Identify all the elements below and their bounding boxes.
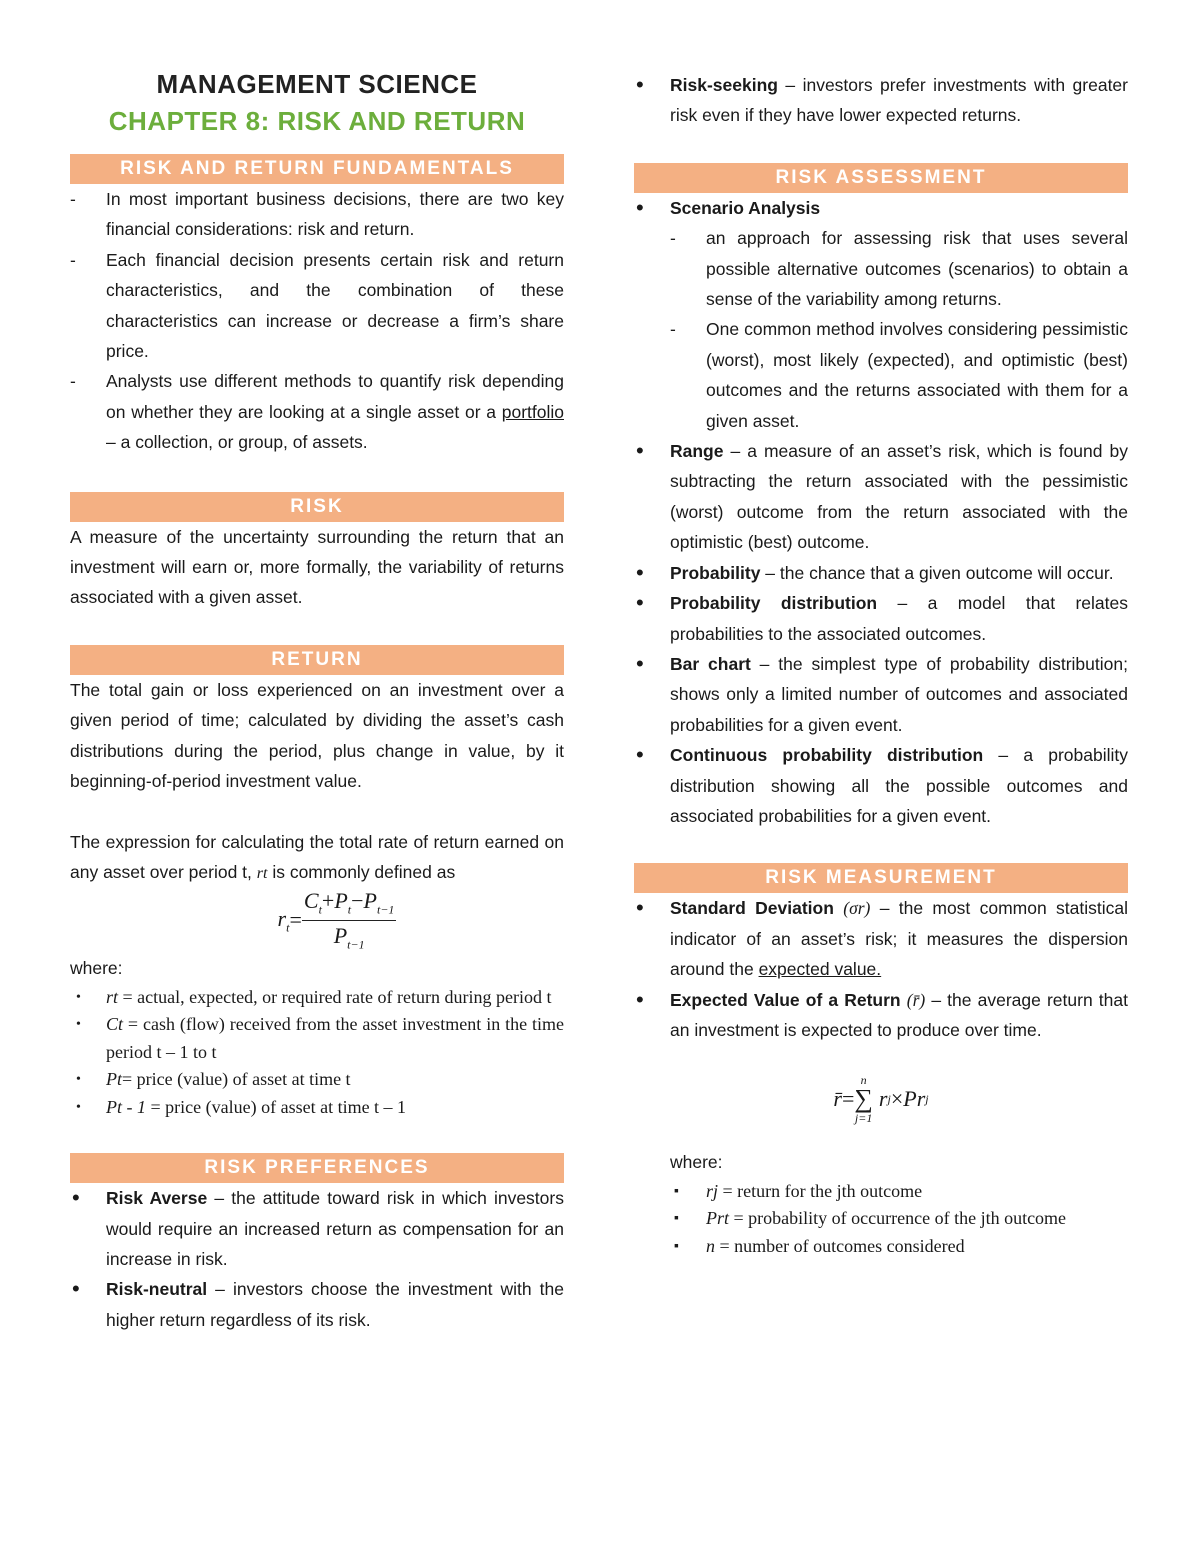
formula-equals: = bbox=[841, 1086, 855, 1112]
section-heading-fundamentals: RISK AND RETURN FUNDAMENTALS bbox=[70, 154, 564, 184]
section-heading-preferences: RISK PREFERENCES bbox=[70, 1153, 564, 1183]
formula-denominator bbox=[334, 921, 365, 952]
where-symbol: rt bbox=[106, 986, 119, 1007]
chapter-title: CHAPTER 8: RISK AND RETURN bbox=[108, 106, 526, 136]
formula-equals: = bbox=[289, 907, 302, 933]
term: Bar chart bbox=[670, 653, 751, 674]
assessment-list bbox=[634, 193, 1128, 832]
return-formula bbox=[70, 889, 564, 951]
term: Risk Averse bbox=[106, 1188, 208, 1209]
definition: – the most common statistical indicator of an asset’s risk; it measures the dispersion around the bbox=[670, 898, 1128, 980]
where-label: where: bbox=[670, 1152, 723, 1173]
where-text: = price (value) of asset at time t – 1 bbox=[150, 1096, 407, 1117]
where-item bbox=[70, 1011, 564, 1066]
definition: – the chance that a given outcome will occur. bbox=[760, 562, 1114, 583]
where-item bbox=[670, 1178, 1128, 1206]
sum-lower: j=1 bbox=[854, 1111, 873, 1126]
portfolio-term: portfolio bbox=[501, 401, 564, 422]
where-label: where: bbox=[70, 958, 123, 979]
formula-lhs bbox=[278, 906, 290, 935]
term: Risk-neutral bbox=[106, 1279, 208, 1300]
list-item bbox=[634, 558, 1128, 588]
term: Range bbox=[670, 441, 724, 462]
left-column bbox=[70, 66, 564, 1335]
list-item bbox=[634, 436, 1128, 558]
where-text: = price (value) of asset at time t bbox=[122, 1069, 351, 1090]
list-item: - In most important business decisions, there are two key financial considerations: risk and return. bbox=[70, 184, 564, 245]
expected-value-term: expected value. bbox=[758, 959, 882, 980]
where-item bbox=[70, 984, 564, 1012]
list-item bbox=[634, 70, 1128, 131]
term: Continuous probability distribution bbox=[670, 745, 984, 766]
definition: – investors prefer investments with greater risk even if they have lower expected returns. bbox=[670, 75, 1128, 126]
item-text: – a collection, or group, of assets. bbox=[106, 432, 368, 453]
term: Expected Value of a Return bbox=[670, 989, 901, 1010]
formula-fraction bbox=[302, 888, 397, 952]
where-symbol: Prt bbox=[706, 1208, 730, 1229]
where-item bbox=[670, 1205, 1128, 1233]
list-item bbox=[70, 1274, 564, 1335]
list-item bbox=[634, 193, 1128, 436]
where-symbol: Ct bbox=[106, 1014, 124, 1035]
formula-sub: t bbox=[347, 902, 352, 917]
where-item bbox=[70, 1094, 564, 1122]
rt-symbol: rt bbox=[256, 864, 268, 882]
definition: – a model that relates probabilities to the associated outcomes. bbox=[670, 593, 1128, 644]
formula-op: − bbox=[351, 888, 364, 914]
term: Probability distribution bbox=[670, 593, 878, 614]
formula-symbol: P bbox=[334, 888, 348, 914]
summation bbox=[854, 1074, 873, 1124]
where-text: = cash (flow) received from the asset investment in the time period t – 1 to t bbox=[106, 1014, 564, 1062]
definition: – a probability distribution showing all the possible outcomes and associated probabilities for a given event. bbox=[670, 745, 1128, 826]
formula-symbol: C bbox=[303, 888, 319, 914]
list-item bbox=[70, 366, 564, 457]
return-where-list bbox=[70, 984, 564, 1122]
where-text: = return for the jth outcome bbox=[722, 1180, 923, 1201]
list-item bbox=[70, 1183, 564, 1274]
list-item bbox=[634, 588, 1128, 649]
term: Probability bbox=[670, 562, 761, 583]
term: Risk-seeking bbox=[670, 75, 778, 95]
page-title: MANAGEMENT SCIENCE bbox=[156, 69, 478, 99]
section-heading-measurement: RISK MEASUREMENT bbox=[634, 863, 1128, 893]
list-item bbox=[634, 985, 1128, 1046]
where-text: = number of outcomes considered bbox=[719, 1235, 965, 1256]
list-item bbox=[634, 893, 1128, 984]
formula-sub: j bbox=[925, 1091, 929, 1106]
formula-symbol: r bbox=[878, 1086, 888, 1112]
formula-symbol: P bbox=[363, 888, 377, 914]
scenario-sub-list bbox=[670, 223, 1128, 436]
where-symbol: n bbox=[706, 1235, 715, 1256]
where-text: = actual, expected, or required rate of return during period t bbox=[122, 986, 552, 1007]
where-symbol: Pt - 1 bbox=[106, 1096, 146, 1117]
return-definition: The total gain or loss experienced on an investment over a given period of time; calculated by dividing the asset’s cash distributions during the period, plus change in value, by it beginning-of-period investment value. bbox=[70, 679, 564, 792]
formula-op: + bbox=[321, 888, 335, 914]
where-symbol: Pt bbox=[106, 1069, 122, 1090]
preferences-list-continued bbox=[634, 70, 1128, 131]
where-symbol: rj bbox=[706, 1180, 719, 1201]
formula-sub: t−1 bbox=[377, 902, 395, 917]
formula-symbol: r bbox=[277, 905, 287, 931]
definition: – the attitude toward risk in which investors would require an increased return as compensation for an increase in risk. bbox=[106, 1188, 564, 1270]
sum-sign: ∑ bbox=[854, 1084, 873, 1114]
sub-item: - One common method involves considering pessimistic (worst), most likely (expected), and optimistic (best) outcomes and the returns associated with them for a given asset. bbox=[670, 314, 1128, 436]
term: Scenario Analysis bbox=[670, 197, 821, 218]
formula-symbol: P bbox=[333, 922, 348, 948]
definition: – the simplest type of probability distribution; shows only a limited number of outcomes and associated probabilities for a given event. bbox=[670, 653, 1128, 735]
right-column bbox=[634, 70, 1128, 1260]
measurement-list bbox=[634, 893, 1128, 1045]
risk-definition: A measure of the uncertainty surrounding the return that an investment will earn or, more formally, the variability of returns associated with a given asset. bbox=[70, 526, 564, 608]
where-item bbox=[70, 1066, 564, 1094]
section-heading-return: RETURN bbox=[70, 645, 564, 675]
where-item bbox=[670, 1233, 1128, 1261]
list-item: - Each financial decision presents certain risk and return characteristics, and the combination of these characteristics can increase or decrease a firm’s share price. bbox=[70, 245, 564, 367]
definition: – the average return that an investment is expected to produce over time. bbox=[670, 989, 1128, 1040]
intro-text: The expression for calculating the total rate of return earned on any asset over period t, bbox=[70, 831, 564, 882]
measurement-where-list bbox=[634, 1178, 1128, 1261]
formula-op: × bbox=[890, 1086, 904, 1112]
expected-value-formula bbox=[634, 1051, 1128, 1147]
formula-sub: j bbox=[887, 1091, 891, 1106]
formula-symbol: Pr bbox=[903, 1086, 926, 1112]
section-heading-assessment: RISK ASSESSMENT bbox=[634, 163, 1128, 193]
list-item bbox=[634, 649, 1128, 740]
sub-item: - an approach for assessing risk that uses several possible alternative outcomes (scenarios) to obtain a sense of the variability among returns. bbox=[670, 223, 1128, 314]
rbar-symbol: (r̄) bbox=[906, 989, 926, 1010]
formula-symbol: r̄ bbox=[833, 1086, 842, 1112]
sum-upper: n bbox=[860, 1073, 867, 1088]
sigma-symbol: (σr) bbox=[843, 898, 871, 919]
definition: – a measure of an asset’s risk, which is found by subtracting the return associated with the pessimistic (worst) outcome from the return associated with the optimistic (best) outcome. bbox=[670, 441, 1128, 553]
preferences-list bbox=[70, 1183, 564, 1335]
formula-sub: t bbox=[318, 902, 322, 917]
formula-sub: t bbox=[286, 920, 290, 934]
term: Standard Deviation bbox=[670, 898, 834, 919]
where-text: = probability of occurrence of the jth outcome bbox=[733, 1208, 1067, 1229]
fundamentals-list bbox=[70, 184, 564, 458]
return-expression-intro bbox=[70, 827, 564, 890]
definition: – investors choose the investment with the higher return regardless of its risk. bbox=[106, 1279, 564, 1330]
list-item bbox=[634, 740, 1128, 831]
formula-sub: t−1 bbox=[347, 937, 365, 952]
item-text: Analysts use different methods to quantify risk depending on whether they are looking at a single asset or a bbox=[106, 371, 564, 422]
formula-numerator bbox=[302, 888, 397, 920]
section-heading-risk: RISK bbox=[70, 492, 564, 522]
intro-text: is commonly defined as bbox=[272, 861, 456, 882]
